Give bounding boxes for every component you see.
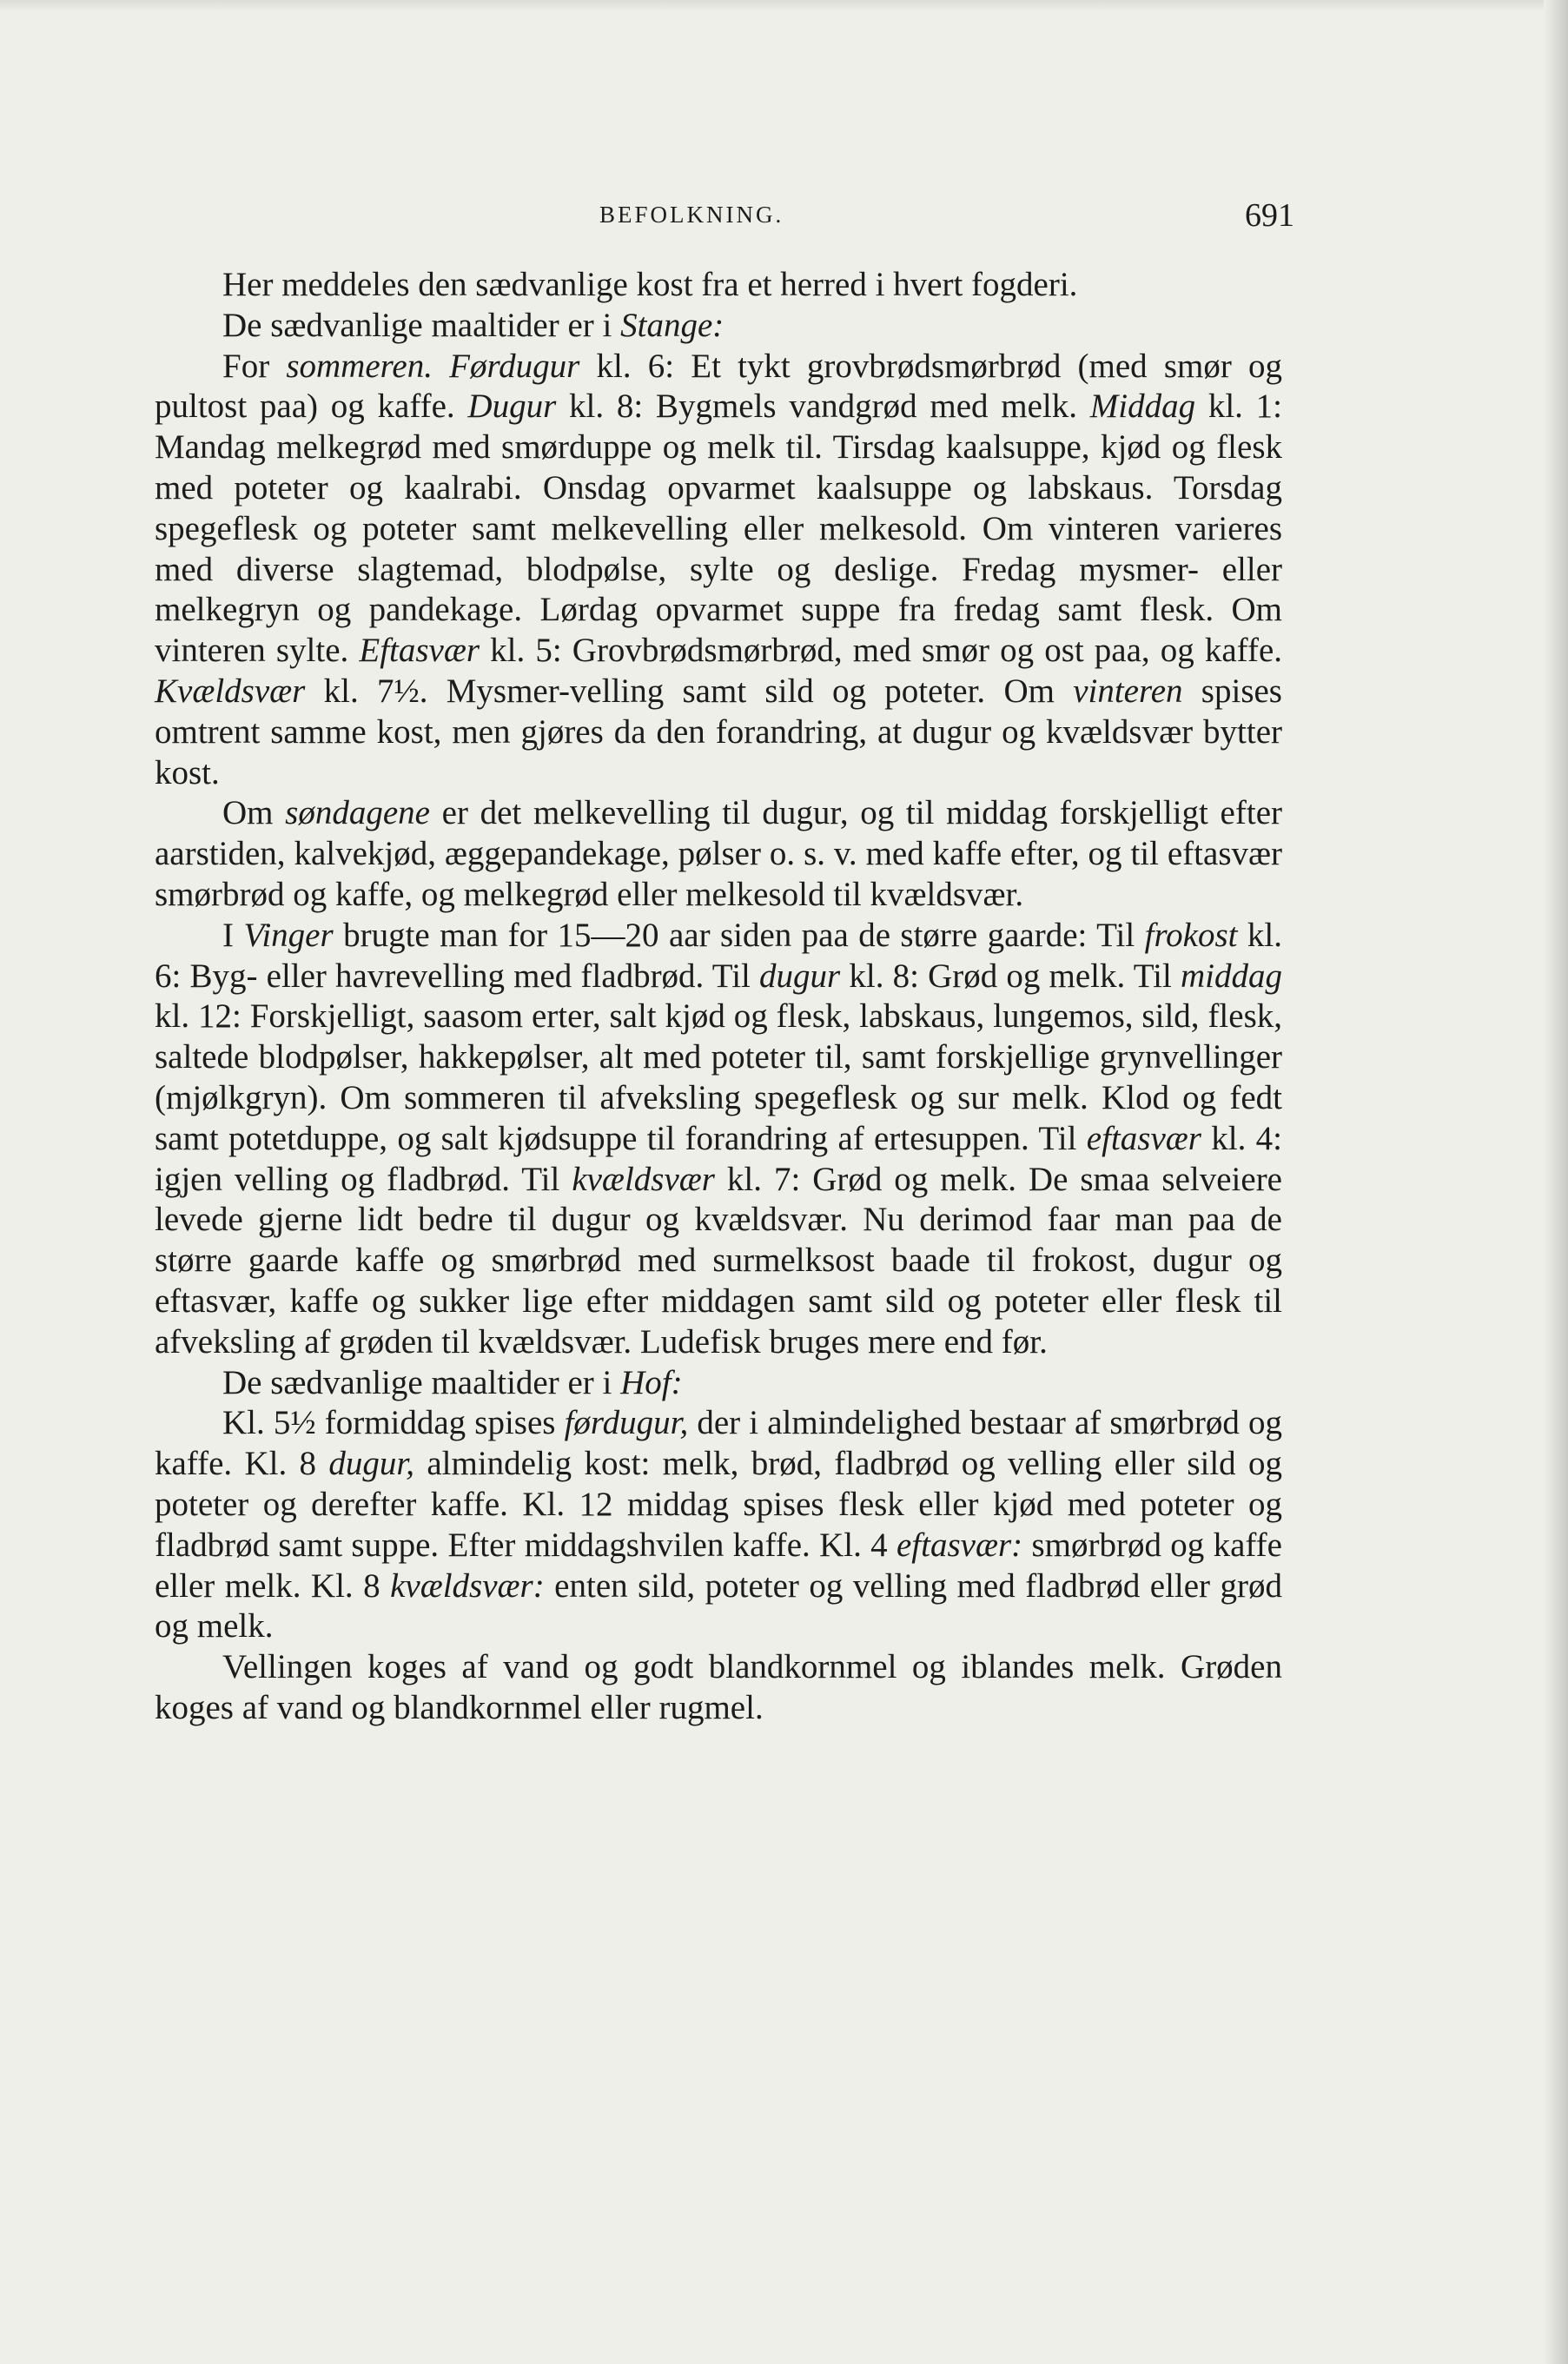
italic-term: frokost	[1144, 916, 1238, 954]
text-run: I	[222, 916, 244, 954]
text-run: kl. 8: Bygmels vandgrød med melk.	[556, 387, 1090, 426]
italic-term: Vinger	[243, 916, 334, 954]
text-run: Kl. 5½ formiddag spises	[222, 1404, 565, 1442]
text-run: De sædvanlige maaltider er i	[222, 1363, 621, 1401]
paragraph	[155, 793, 1282, 915]
text-run: kl. 7: Grød og melk. De smaa selveiere levede gjerne lidt bedre til dugur og kvældsvær. Nu derimod faar man paa de større gaarde kaffe og smørbrød med surmelksost baade til frokost, dugur og eftasvær, kaffe og sukker lige efter middagen samt sild og poteter eller flesk til afveksling af grøden til kvældsvær. Ludefisk bruges mere end før.	[155, 1160, 1282, 1361]
italic-term: middag	[1181, 957, 1282, 995]
italic-term: Førdugur	[449, 347, 580, 385]
text-run: smørbrød og kaffe eller melk. Kl. 8	[155, 1526, 1282, 1605]
body-text	[155, 265, 1282, 1729]
paragraph	[155, 347, 1282, 794]
italic-term: eftasvær:	[896, 1526, 1023, 1564]
text-run: kl. 4: igjen velling og fladbrød. Til	[155, 1119, 1282, 1198]
page-top-edge	[0, 0, 1568, 12]
text-run: Vellingen koges af vand og godt blandkornmel og iblandes melk. Grøden koges af vand og blandkornmel eller rugmel.	[155, 1648, 1282, 1726]
italic-term: førdugur,	[564, 1404, 689, 1442]
text-run: enten sild, poteter og velling med fladbrød eller grød og melk.	[155, 1566, 1282, 1646]
text-run: brugte man for 15—20 aar siden paa de større gaarde: Til	[333, 916, 1145, 954]
italic-term: kvældsvær:	[390, 1566, 545, 1605]
italic-term: kvældsvær	[572, 1160, 715, 1198]
text-run: kl. 5: Grovbrødsmørbrød, med smør og ost paa, og kaffe.	[480, 632, 1283, 670]
text-run: spises omtrent samme kost, men gjøres da den forandring, at dugur og kvældsvær bytter kost.	[155, 672, 1282, 791]
italic-term: Hof:	[620, 1363, 683, 1401]
italic-term: sommeren.	[286, 347, 433, 385]
running-head: BEFOLKNING.	[599, 202, 784, 228]
text-run: der i almindelighed bestaar af smørbrød og kaffe. Kl. 8	[155, 1404, 1282, 1483]
italic-term: Kvældsvær	[155, 672, 306, 710]
text-run: er det melkevelling til dugur, og til middag forskjelligt efter aarstiden, kalvekjød, æggepandekage, pølser o. s. v. med kaffe efter, og til eftasvær smørbrød og kaffe, og melkegrød eller melkesold til kvældsvær.	[155, 794, 1282, 913]
text-run: almindelig kost: melk, brød, fladbrød og velling eller sild og poteter og derefter kaffe. Kl. 12 middag spises flesk eller kjød med poteter og fladbrød samt suppe. Efter middagshvilen kaffe. Kl. 4	[155, 1445, 1282, 1564]
italic-term: søndagene	[285, 794, 430, 832]
paragraph	[155, 1403, 1282, 1647]
text-run: kl. 1: Mandag melkegrød med smørduppe og melk til. Tirsdag kaalsuppe, kjød og flesk med poteter og kaalrabi. Onsdag opvarmet kaalsuppe og labskaus. Torsdag spegeflesk og poteter samt melkevelling eller melkesold. Om vinteren varieres med diverse slagtemad, blodpølse, sylte og deslige. Fredag mysmer- eller melkegryn og pandekage. Lørdag opvarmet suppe fra fredag samt flesk. Om vinteren sylte.	[155, 387, 1283, 670]
paragraph	[155, 1363, 1282, 1404]
italic-term: Stange:	[620, 306, 724, 344]
text-run: For	[222, 347, 287, 385]
italic-term: Middag	[1089, 387, 1196, 426]
italic-term: Dugur	[467, 387, 557, 426]
text-run: kl. 8: Grød og melk. Til	[840, 957, 1181, 995]
page-header	[139, 196, 1294, 240]
paragraph	[155, 306, 1282, 347]
italic-term: eftasvær	[1086, 1119, 1201, 1157]
italic-term: Eftasvær	[359, 632, 480, 670]
text-run: kl. 6: Et tykt grovbrødsmørbrød (med smør og pultost paa) og kaffe.	[155, 347, 1282, 426]
italic-term: dugur	[759, 957, 841, 995]
paragraph	[155, 265, 1282, 306]
text-run: Her meddeles den sædvanlige kost fra et herred i hvert fogderi.	[222, 266, 1078, 303]
text-run: kl. 7½. Mysmer-velling samt sild og poteter. Om	[305, 672, 1074, 710]
text-run: Om	[222, 794, 286, 832]
text-run	[433, 348, 449, 385]
text-run: kl. 12: Forskjelligt, saasom erter, salt kjød og flesk, labskaus, lungemos, sild, flesk, saltede blodpølser, hakkepølser, alt med poteter til, samt forskjellige grynvellinger (mjølkgryn). Om sommeren til afveksling spegeflesk og sur melk. Klod og fedt samt potetduppe, og salt kjødsuppe til forandring af ertesuppen. Til	[155, 997, 1282, 1157]
italic-term: dugur,	[328, 1445, 414, 1483]
paragraph	[155, 916, 1282, 1363]
text-run: De sædvanlige maaltider er i	[222, 306, 621, 344]
page-right-edge	[1544, 0, 1568, 2364]
paragraph	[155, 1647, 1282, 1729]
text-run: kl. 6: Byg- eller havrevelling med fladbrød. Til	[155, 916, 1282, 995]
page-number: 691	[1245, 197, 1294, 234]
italic-term: vinteren	[1073, 672, 1183, 710]
